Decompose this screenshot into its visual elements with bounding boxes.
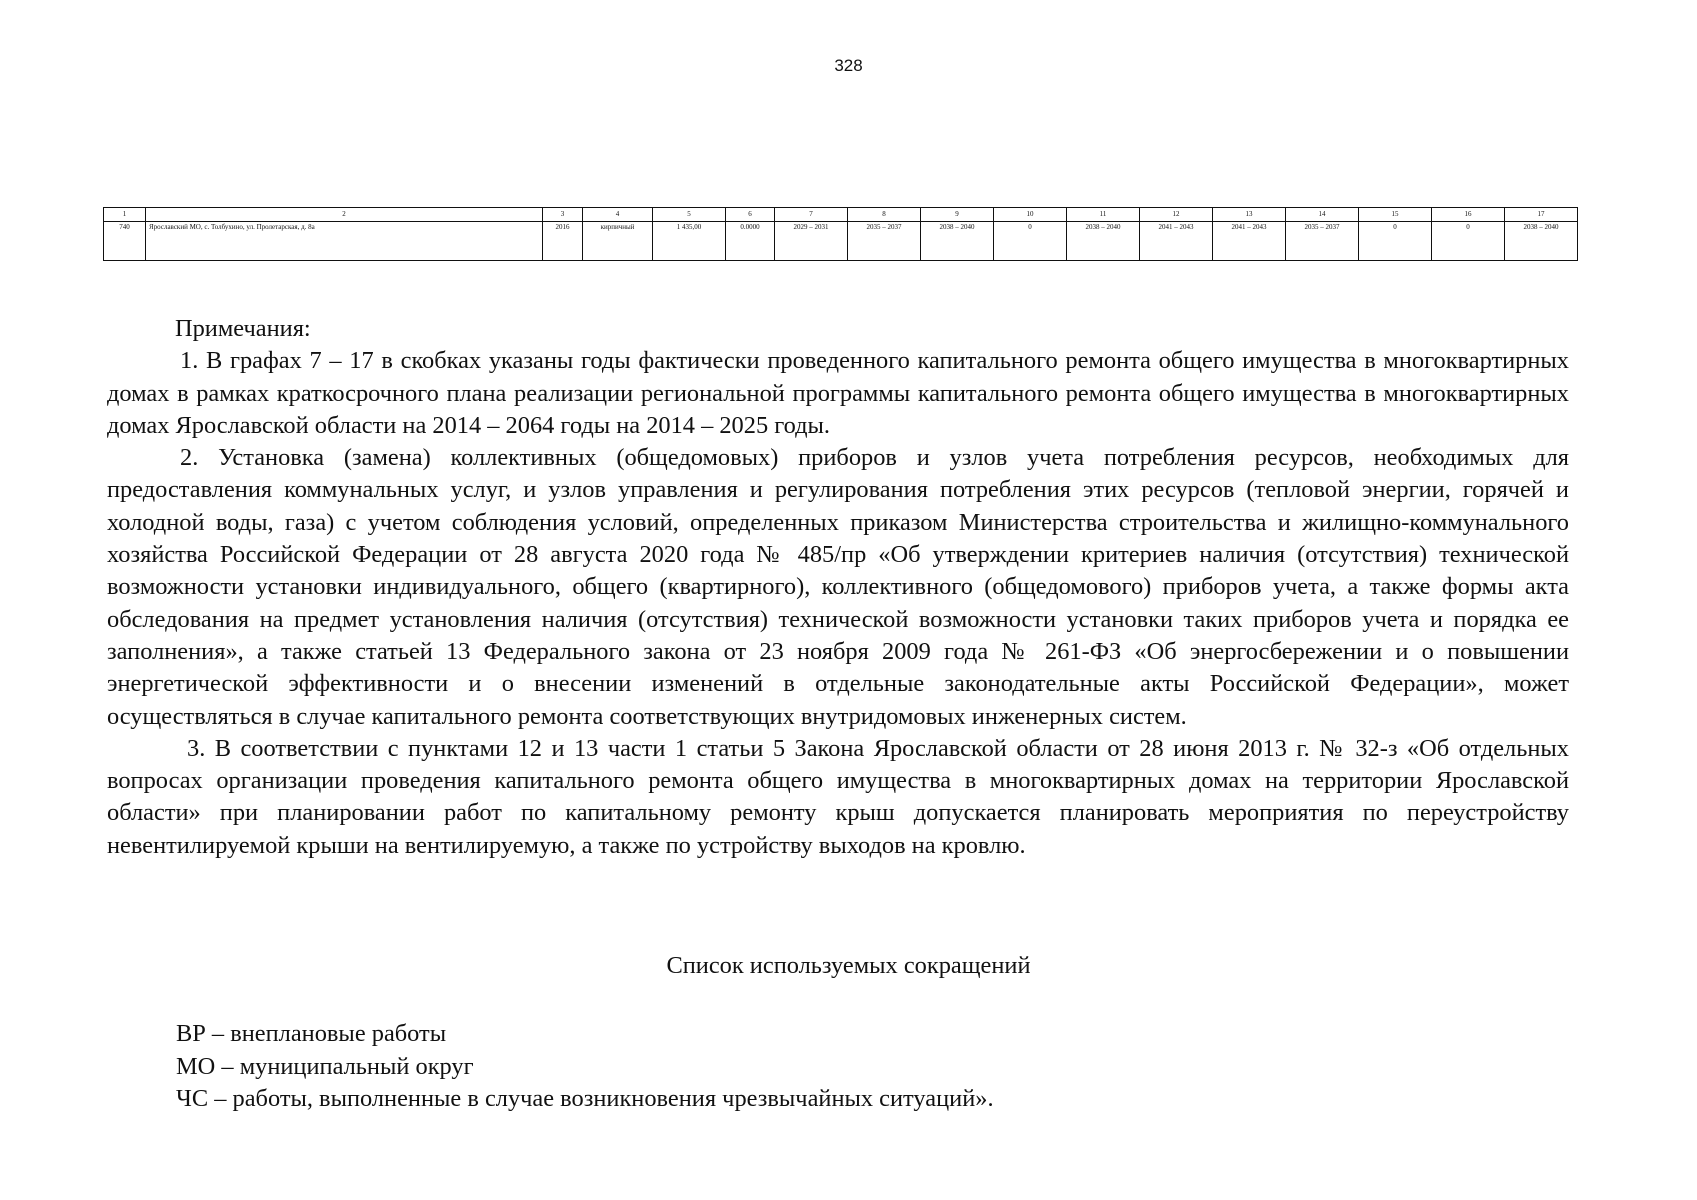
column-number-cell: 9	[921, 208, 994, 222]
abbreviations-title: Список используемых сокращений	[666, 952, 1031, 979]
column-number-cell: 13	[1213, 208, 1286, 222]
period-cell: 2038 – 2040	[921, 222, 994, 261]
period-cell: 2035 – 2037	[848, 222, 921, 261]
year-built-cell: 2016	[543, 222, 583, 261]
period-cell: 2041 – 2043	[1213, 222, 1286, 261]
column-number-cell: 1	[104, 208, 146, 222]
column-number-cell: 11	[1067, 208, 1140, 222]
column-number-cell: 15	[1359, 208, 1432, 222]
row-number-cell: 740	[104, 222, 146, 261]
note-item-1: 1. В графах 7 – 17 в скобках указаны годы фактически проведенного капитального ремонта общего имущества в многоквартирных домах в рамках краткосрочного плана реализации региональной программы капитального ремонта общего имущества в многоквартирных домах Ярославской области на 2014 – 2064 годы на 2014 – 2025 годы.	[107, 347, 1569, 439]
column-number-cell: 7	[775, 208, 848, 222]
address-cell: Ярославский МО, с. Толбухино, ул. Пролетарская, д. 8а	[146, 222, 543, 261]
column-number-cell: 3	[543, 208, 583, 222]
column-number-cell: 2	[146, 208, 543, 222]
area-cell: 1 435,00	[653, 222, 726, 261]
column-number-cell: 6	[726, 208, 775, 222]
column-number-cell: 17	[1505, 208, 1578, 222]
notes-section	[107, 313, 1569, 862]
abbreviation-item: МО – муниципальный округ	[176, 1052, 474, 1080]
column-number-cell: 12	[1140, 208, 1213, 222]
period-cell: 2029 – 2031	[775, 222, 848, 261]
period-cell: 0	[994, 222, 1067, 261]
registry-table	[103, 207, 1578, 261]
wall-material-cell: кирпичный	[583, 222, 653, 261]
column-number-cell: 5	[653, 208, 726, 222]
abbreviation-item: ВР – внеплановые работы	[176, 1020, 447, 1047]
page-number: 328	[834, 56, 863, 75]
note-item-2: 2. Установка (замена) коллективных (общедомовых) приборов и узлов учета потребления ресурсов, необходимых для предоставления коммунальных услуг, и узлов управления и регулирования потребления этих ресурсов (тепловой энергии, горячей и холодной воды, газа) с учетом соблюдения условий, определенных приказом Министерства строительства и жилищно-коммунального хозяйства Российской Федерации от 28 августа 2020 года № 485/пр «Об утверждении критериев наличия (отсутствия) технической возможности установки индивидуального, общего (квартирного), коллективного (общедомового) приборов учета, а также формы акта обследования на предмет установления наличия (отсутствия) технической возможности установки таких приборов учета и порядка ее заполнения», а также статьей 13 Федерального закона от 23 ноября 2009 года № 261-ФЗ «Об энергосбережении и о повышении энергетической эффективности и о внесении изменений в отдельные законодательные акты Российской Федерации», может осуществляться в случае капитального ремонта соответствующих внутридомовых инженерных систем.	[107, 444, 1569, 730]
table-header-row	[104, 208, 1578, 222]
period-cell: 2038 – 2040	[1067, 222, 1140, 261]
column-number-cell: 10	[994, 208, 1067, 222]
column-number-cell: 14	[1286, 208, 1359, 222]
note-item-3: 3. В соответствии с пунктами 12 и 13 части 1 статьи 5 Закона Ярославской области от 28 июня 2013 г. № 32-з «Об отдельных вопросах организации проведения капитального ремонта общего имущества в многоквартирных домах на территории Ярославской области» при планировании работ по капитальному ремонту крыш допускается планировать мероприятия по переустройству невентилируемой крыши на вентилируемую, а также по устройству выходов на кровлю.	[107, 734, 1569, 859]
period-cell: 0	[1359, 222, 1432, 261]
period-cell: 0	[1432, 222, 1505, 261]
period-cell: 2035 – 2037	[1286, 222, 1359, 261]
column-number-cell: 8	[848, 208, 921, 222]
notes-heading: Примечания:	[175, 315, 311, 342]
period-cell: 2041 – 2043	[1140, 222, 1213, 261]
table-row	[104, 222, 1578, 261]
abbreviations-list	[176, 1018, 994, 1116]
abbreviation-item: ЧС – работы, выполненные в случае возникновения чрезвычайных ситуаций».	[176, 1085, 994, 1112]
period-cell: 2038 – 2040	[1505, 222, 1578, 261]
column-number-cell: 4	[583, 208, 653, 222]
column-number-cell: 16	[1432, 208, 1505, 222]
wear-cell: 0.0000	[726, 222, 775, 261]
